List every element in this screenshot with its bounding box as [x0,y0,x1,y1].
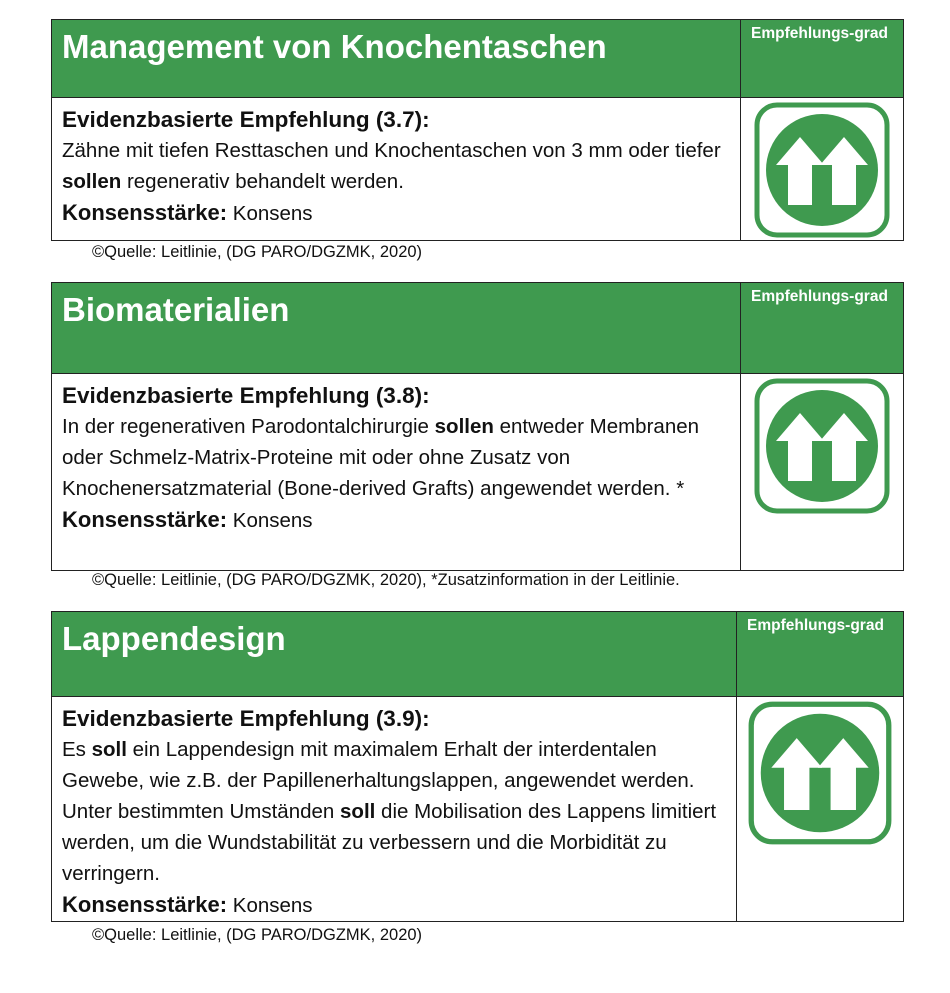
consensus-label: Konsensstärke: [62,507,228,532]
recommendation-card-3-9 [51,611,904,922]
double-up-arrow-icon [747,700,893,846]
consensus-line [62,889,726,921]
source-note: ©Quelle: Leitlinie, (DG PARO/DGZMK, 2020) [92,243,423,261]
grade-icon-cell [741,374,903,570]
double-up-arrow-icon [753,377,891,515]
grade-icon-cell [741,98,903,240]
consensus-label: Konsensstärke: [62,200,228,225]
card-title: Biomaterialien [52,283,741,373]
consensus-line [62,197,730,229]
card-title: Management von Knochentaschen [52,20,741,97]
consensus-label: Konsensstärke: [62,892,228,917]
recommendation-card-3-7 [51,19,904,241]
grade-label: Empfehlungs-grad [751,25,888,42]
recommendation-heading: Evidenzbasierte Empfehlung (3.7): [62,107,430,132]
consensus-value: Konsens [232,509,313,532]
consensus-line [62,504,730,536]
grade-label: Empfehlungs-grad [751,288,888,305]
source-note: ©Quelle: Leitlinie, (DG PARO/DGZMK, 2020), *Zusatzinformation in der Leitlinie. [92,571,680,589]
card-text [52,374,741,570]
consensus-value: Konsens [232,202,313,225]
source-note: ©Quelle: Leitlinie, (DG PARO/DGZMK, 2020) [92,926,423,944]
consensus-value: Konsens [232,894,313,917]
recommendation-text: In der regenerativen Parodontalchirurgie sollen entweder Membranen oder Schmelz-Matrix-Proteine mit oder ohne Zusatz von Knochenersatzmaterial (Bone-derived Grafts) angewendet werden. * [62,415,700,500]
recommendation-heading: Evidenzbasierte Empfehlung (3.9): [62,706,430,731]
grade-label: Empfehlungs-grad [747,617,884,634]
recommendation-heading: Evidenzbasierte Empfehlung (3.8): [62,383,430,408]
card-text [52,98,741,240]
recommendation-card-3-8 [51,282,904,571]
double-up-arrow-icon [753,101,891,239]
card-title: Lappendesign [52,612,737,696]
recommendation-text: Zähne mit tiefen Resttaschen und Knochentaschen von 3 mm oder tiefer sollen regenerativ behandelt werden. [62,139,721,193]
recommendation-text: Es soll ein Lappendesign mit maximalem Erhalt der interdentalen Gewebe, wie z.B. der Papillenerhaltungslappen, angewendet werden. Unter bestimmten Umständen soll die Mobilisation des Lappens limitiert werden, um die Wundstabilität zu verbessern und die Morbidität zu verringern. [62,738,717,885]
grade-icon-cell [737,697,903,921]
card-text [52,697,737,921]
